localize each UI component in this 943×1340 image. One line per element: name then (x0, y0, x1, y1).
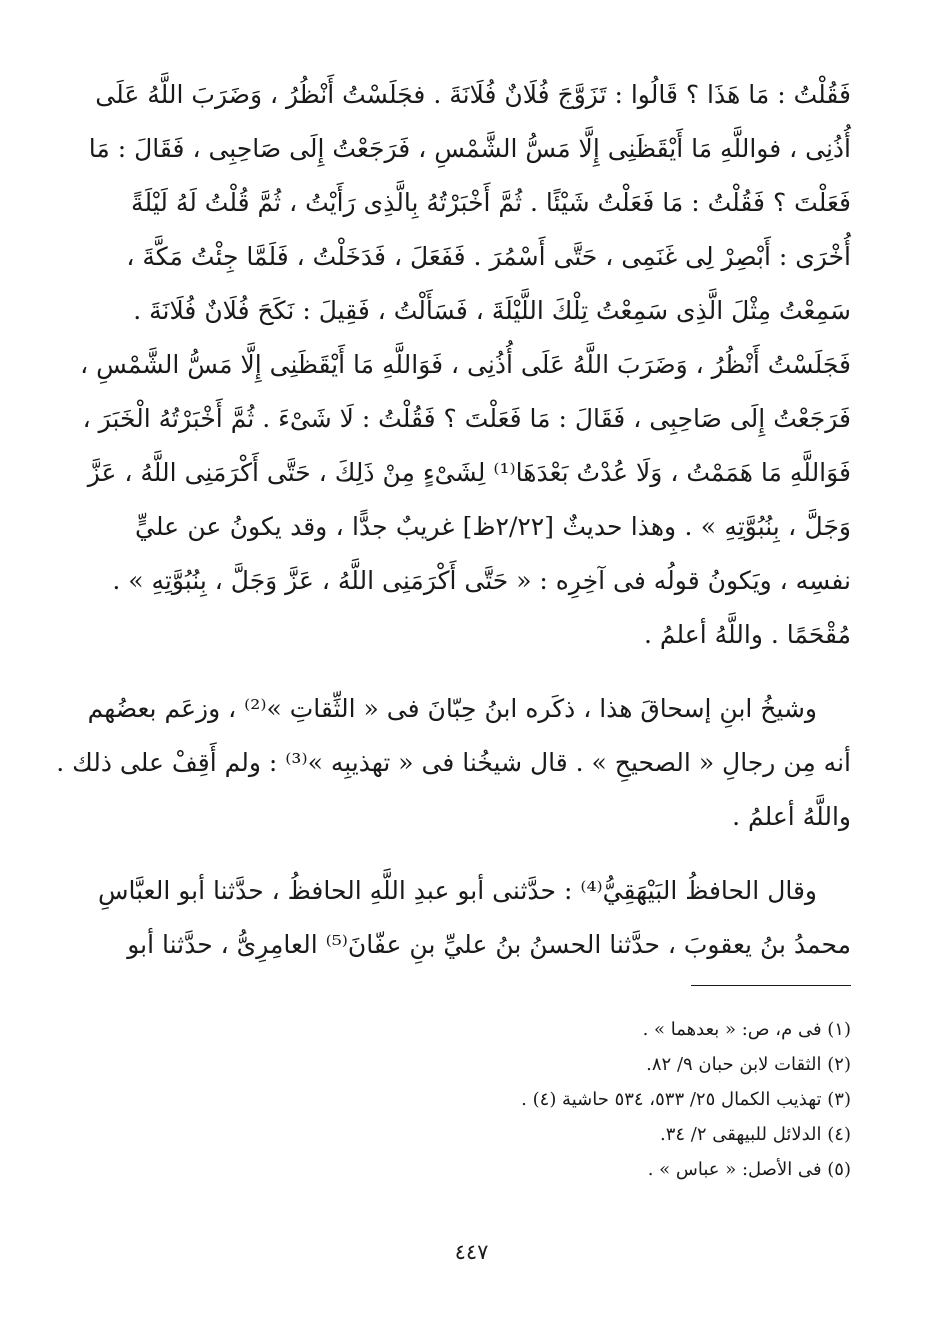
text-line: فَجَلَسْتُ أَنْظُرُ ، وَضَرَبَ اللَّهُ عَلَى أُذُنِى ، فَوَاللَّهِ مَا أَيْقَظَنِى إِلَّا مَسُّ الشَّمْسِ ، (80, 350, 851, 379)
footnote: (١) فى م، ص: « بعدهما » . (642, 1019, 851, 1040)
text-line: واللَّهُ أعلمُ . (732, 802, 851, 831)
text-line: أُخْرَى : أَبْصِرْ لِى غَنَمِى ، حَتَّى أَسْمُرَ . فَفَعَلَ ، فَدَخَلْتُ ، فَلَمَّا جِئْتُ مَكَّةَ ، (126, 242, 851, 271)
footnote: (٢) الثقات لابن حبان ٩/ ٨٢. (646, 1054, 851, 1075)
text-line: أُذُنِى ، فواللَّهِ مَا أَيْقَظَنِى إِلَّا مَسُّ الشَّمْسِ ، فَرَجَعْتُ إِلَى صَاحِبِى ، فَقَالَ : مَا (88, 134, 851, 163)
text-line: وَجَلَّ ، بِنُبُوَّتِهِ » . وهذا حديثٌ [٢/٢٢ظ] غريبٌ جدًّا ، وقد يكونُ عن عليٍّ (135, 512, 851, 541)
footnote: (٣) تهذيب الكمال ٢٥/ ٥٣٣، ٥٣٤ حاشية (٤) . (521, 1089, 851, 1110)
footnotes (135, 1012, 851, 1187)
text-line: وقال الحافظُ البَيْهَقِيُّ⁽⁴⁾ : حدَّثنى أبو عبدِ اللَّهِ الحافظُ ، حدَّثنا أبو العبَّاسِ (97, 876, 817, 905)
footnote: (٥) فى الأصل: « عباس » . (647, 1159, 851, 1180)
text-line: نفسِه ، ويَكونُ قولُه فى آخِرِه : « حَتَّى أَكْرَمَنِى اللَّهُ ، عَزَّ وَجَلَّ ، بِنُبُوَّتِهِ » . (112, 566, 851, 595)
main-text (56, 68, 851, 972)
paragraph-3 (97, 864, 851, 972)
footnote-separator (691, 985, 851, 986)
text-line: وشيخُ ابنِ إسحاقَ هذا ، ذكَره ابنُ حِبّانَ فى « الثِّقاتِ »⁽²⁾ ، وزعَم بعضُهم (87, 694, 817, 723)
text-line: أنه مِن رجالِ « الصحيحِ » . قال شيخُنا فى « تهذيبِه »⁽³⁾ : ولم أَقِفْ على ذلك . (56, 748, 851, 777)
text-line: محمدُ بنُ يعقوبَ ، حدَّثنا الحسنُ بنُ عليِّ بنِ عفّانَ⁽⁵⁾ العامِرِىُّ ، حدَّثنا أبو (127, 930, 851, 959)
text-line: سَمِعْتُ مِثْلَ الَّذِى سَمِعْتُ تِلْكَ اللَّيْلَةَ ، فَسَأَلْتُ ، فَقِيلَ : نَكَحَ فُلَانٌ فُلَانَةَ . (133, 296, 851, 325)
paragraph-1 (80, 68, 851, 662)
text-line: فَرَجَعْتُ إِلَى صَاحِبِى ، فَقَالَ : مَا فَعَلْتَ ؟ فَقُلْتُ : لَا شَىْءَ . ثُمَّ أَخْبَرْتُهُ الْخَبَرَ ، (82, 404, 851, 433)
text-line: فَعَلْتَ ؟ فَقُلْتُ : مَا فَعَلْتُ شَيْئًا . ثُمَّ أَخْبَرْتُهُ بِالَّذِى رَأَيْتُ ، ثُمَّ قُلْتُ لَهُ لَيْلَةً (131, 188, 851, 217)
text-line: مُقْحَمًا . واللَّهُ أعلمُ . (643, 620, 851, 649)
footnote: (٤) الدلائل للبيهقى ٢/ ٣٤. (660, 1124, 851, 1145)
paragraph-gap (135, 662, 851, 682)
text-line: فَوَاللَّهِ مَا هَمَمْتُ ، وَلَا عُدْتُ بَعْدَهَا⁽¹⁾ لِشَىْءٍ مِنْ ذَلِكَ ، حَتَّى أَكْرَمَنِى اللَّهُ ، عَزَّ (87, 458, 851, 487)
text-line: فَقُلْتُ : مَا هَذَا ؟ قَالُوا : تَزَوَّجَ فُلَانٌ فُلَانَةَ . فجَلَسْتُ أَنْظُرُ ، وَضَرَبَ اللَّهُ عَلَى (95, 80, 851, 109)
paragraph-2 (56, 682, 851, 844)
page-number: ٤٤٧ (454, 1240, 489, 1264)
paragraph-gap (135, 844, 851, 864)
